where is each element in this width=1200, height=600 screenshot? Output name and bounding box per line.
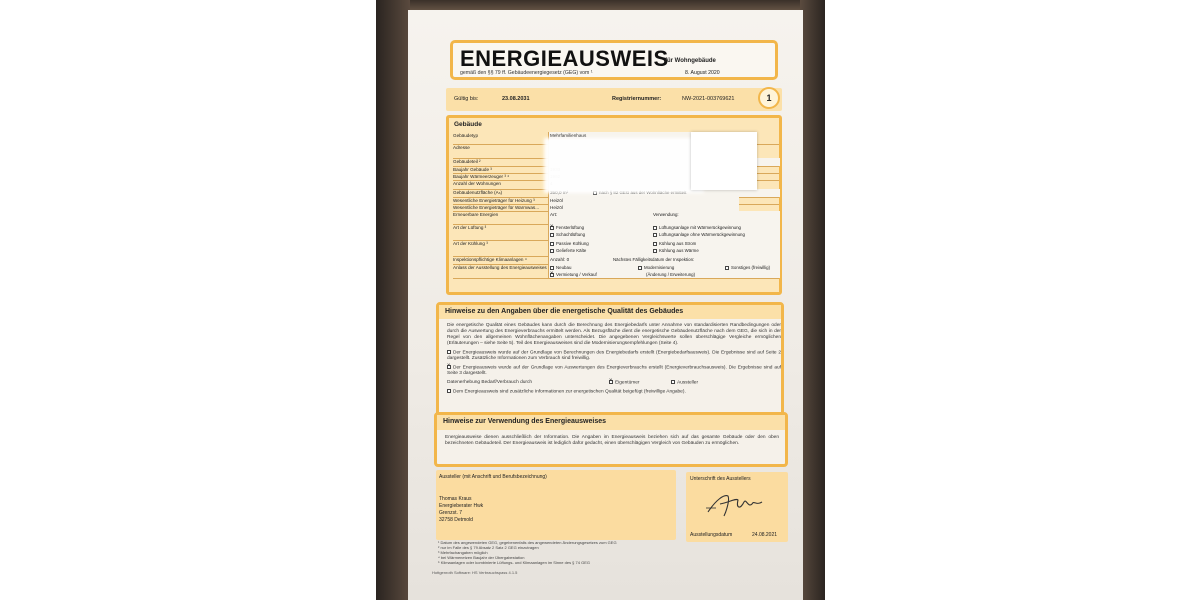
row-value: Art: — [550, 212, 558, 217]
ventilation-window-label: Fensterlüftung — [556, 225, 585, 230]
checkbox[interactable] — [550, 242, 554, 246]
ventilation-without-recovery — [653, 232, 745, 238]
footnote: ² nur im Falle des § 79 Absatz 2 Satz 2 GEG einzutragen — [438, 545, 539, 550]
checkbox[interactable] — [725, 266, 729, 270]
certificate-page — [408, 10, 803, 600]
building-row — [453, 264, 779, 279]
cooling-electric — [653, 241, 696, 247]
reason-modernisation-label: Modernisierung — [644, 265, 675, 270]
checkbox[interactable] — [550, 233, 554, 237]
row-label: Anlass der Ausstellung des Energieausweises — [453, 265, 547, 270]
row-label: Wesentliche Energieträger für Heizung ³ — [453, 198, 535, 203]
building-row — [453, 224, 779, 241]
row-value: Heizöl — [550, 198, 563, 203]
law-date: 8. August 2020 — [685, 70, 720, 76]
issuer-name: Thomas Kraus — [439, 496, 472, 502]
checkbox[interactable] — [653, 233, 657, 237]
validity-bar — [446, 88, 782, 111]
section-title: Hinweise zur Verwendung des Energieausweises — [437, 415, 785, 430]
row-label: Gebäudeteil ² — [453, 159, 481, 164]
checkbox[interactable] — [653, 226, 657, 230]
row-label: Baujahr Gebäude ³ — [453, 167, 492, 172]
usage-notes-section — [434, 412, 788, 467]
quality-notes-section — [436, 302, 784, 417]
row-label: Gebäudetyp — [453, 133, 479, 138]
ventilation-without-recovery-label: Lüftungsanlage ohne Wärmerückgewinnung — [659, 232, 745, 237]
background-right — [800, 0, 825, 600]
software-credit: Hottgenroth Software: HS Verbrauchspass 4.1.5 — [432, 570, 518, 575]
checkbox[interactable] — [653, 249, 657, 253]
additional-info: Dem Energieausweis sind zusätzliche Informationen zur energetischen Qualität beigefügt (freiwillige Angabe). — [447, 389, 781, 395]
reason-modernisation-note-label: (Änderung / Erweiterung) — [646, 272, 696, 277]
cooling-passive-label: Passive Kühlung — [556, 241, 589, 246]
redaction-photo-cover — [691, 132, 757, 190]
renewable-use-label: Verwendung: — [653, 212, 679, 217]
reason-new-label: Neubau — [556, 265, 572, 270]
reason-modernisation-note — [646, 272, 695, 278]
usage-text: Energieausweise dienen ausschließlich der Information. Die Angaben im Energieausweis beziehen sich auf das gesamte Gebäude oder den oben bezeichneten Gebäudeteil. Der Energieausweis ist lediglich dafür gedacht, einen überschlägigen Vergleich von Gebäuden zu ermöglichen. — [445, 435, 779, 446]
issuer-title: Energieberater Hwk — [439, 503, 484, 509]
signature-label: Unterschrift des Ausstellers — [690, 476, 751, 482]
checkbox[interactable] — [638, 266, 642, 270]
section-title: Gebäude — [454, 121, 482, 128]
title-suffix: für Wohngebäude — [665, 58, 716, 64]
valid-value: 23.08.2031 — [502, 96, 530, 102]
by-owner: × Eigentümer — [609, 380, 640, 386]
ventilation-with-recovery — [653, 225, 741, 231]
reason-rent-sale — [550, 272, 597, 278]
row-label: Baujahr Wärmeerzeuger ³ ⁴ — [453, 174, 510, 179]
row-label: Anzahl der Wohnungen — [453, 181, 501, 186]
title-box — [450, 40, 778, 80]
background-left — [376, 0, 410, 600]
issuer-city: 32758 Detmold — [439, 517, 473, 523]
inspection-due — [613, 257, 694, 263]
inspection-due-label: Nächstes Fälligkeitsdatum der Inspektion: — [613, 257, 695, 262]
row-label: Art der Kühlung ³ — [453, 241, 488, 246]
document-title: ENERGIEAUSWEIS — [460, 46, 669, 71]
value-cell — [548, 204, 739, 211]
cooling-heat-label: Kühlung aus Wärme — [659, 248, 699, 253]
legal-basis: gemäß den §§ 79 ff. Gebäudeenergiegesetz (GEG) vom ¹ — [460, 70, 593, 76]
issuer-street: Grenzst. 7 — [439, 510, 463, 516]
issuer-box — [436, 470, 676, 540]
building-row — [453, 240, 779, 257]
ventilation-shaft — [550, 232, 585, 238]
row-label: Adresse — [453, 145, 470, 150]
valid-label: Gültig bis: — [454, 96, 479, 102]
issue-date-label: Ausstellungsdatum — [690, 532, 733, 538]
reason-other-label: Sonstiges (freiwillig) — [731, 265, 771, 270]
footnote: ¹ Datum des angewendeten GEG, gegebenenfalls des angewendeten Änderungsgesetzes zum GEG — [438, 540, 617, 545]
checkbox-checked[interactable] — [609, 380, 613, 384]
footnote: ³ Mehrfachangaben möglich — [438, 550, 488, 555]
row-label: Gebäudenutzfläche (Aₙ) — [453, 190, 503, 195]
checkbox-checked[interactable] — [550, 226, 554, 230]
row-label: Erneuerbare Energien — [453, 212, 499, 217]
checkbox[interactable] — [671, 380, 675, 384]
reason-modernisation — [638, 265, 674, 271]
signature-box — [686, 472, 788, 542]
page-number: 1 — [758, 87, 780, 109]
redaction-blur — [544, 138, 704, 193]
reason-other — [725, 265, 770, 271]
row-value: Anzahl: 0 — [550, 257, 570, 262]
checkbox[interactable] — [653, 242, 657, 246]
cooling-delivered-label: Gelieferte Kälte — [556, 248, 587, 253]
checkbox-checked[interactable] — [550, 273, 554, 277]
ventilation-with-recovery-label: Lüftungsanlage mit Wärmerückgewinnung — [659, 225, 742, 230]
row-label: Wesentliche Energieträger für Warmwas... — [453, 205, 540, 210]
registration-label: Registriernummer: — [612, 96, 662, 102]
section-title: Hinweise zu den Angaben über die energetische Qualität des Gebäudes — [439, 305, 781, 319]
building-row — [453, 211, 779, 225]
registration-number: NW-2021-003769621 — [682, 96, 735, 102]
by-issuer: Aussteller — [671, 380, 698, 386]
checkbox[interactable] — [447, 389, 451, 393]
quality-intro: Die energetische Qualität eines Gebäudes kann durch die Berechnung des Energiebedarfs unter Annahme von standardisierten Randbedingungen oder durch die Auswertung des Energieverbrauchs ermittelt werden. Als Bezugsfläche dient die energetische Gebäudenutzfläche nach dem GEG, die sich in der Regel von den allgemeinen Wohnflächenangaben unterscheidet. Die angegebenen Vergleichswerte sollen überschlägige Vergleiche ermöglichen (Erläuterungen – siehe Seite 5). Teil des Energieausweises sind die Modernisierungsempfehlungen (Seite 4). — [447, 323, 781, 346]
data-collection: Datenerhebung Bedarf/Verbrauch durch — [447, 380, 533, 385]
checkbox[interactable] — [447, 350, 451, 354]
cooling-passive — [550, 241, 589, 247]
row-label: Inspektionspflichtige Klimaanlagen ⁴ — [453, 257, 527, 262]
row-value: Mehrfamilienhaus — [550, 133, 587, 138]
reason-rent-sale-label: Vermietung / Verkauf — [556, 272, 597, 277]
cooling-electric-label: Kühlung aus Strom — [659, 241, 697, 246]
checkbox-checked[interactable] — [447, 365, 451, 369]
value-cell — [548, 197, 739, 204]
row-value: Heizöl — [550, 205, 563, 210]
checkbox[interactable] — [550, 249, 554, 253]
issuer-label: Aussteller (mit Anschrift und Berufsbezeichnung) — [439, 474, 547, 480]
option-demand: Der Energieausweis wurde auf der Grundlage von Berechnungen des Energiebedarfs erstellt (Energiebedarfsausweis). Die Ergebnisse sind auf Seite 2 dargestellt. Zusätzliche Informationen zum Verbrauch sind freiwillig. — [447, 350, 781, 362]
row-label: Art der Lüftung ³ — [453, 225, 487, 230]
cooling-delivered — [550, 248, 586, 254]
footnote: ⁵ Klimaanlagen oder kombinierte Lüftungs- und Klimaanlagen im Sinne des § 74 GEG — [438, 560, 590, 565]
handwritten-signature — [706, 486, 766, 520]
issue-date: 24.08.2021 — [752, 532, 778, 538]
ventilation-shaft-label: Schachtlüftung — [556, 232, 586, 237]
footnote: ⁴ bei Wärmenetzen Baujahr der Übergabestation — [438, 555, 525, 560]
option-consumption: ×Der Energieausweis wurde auf der Grundlage von Auswertungen des Energieverbrauchs erstellt (Energieverbrauchsausweis). Die Ergebnisse sind auf Seite 3 dargestellt. — [447, 365, 781, 377]
cooling-heat — [653, 248, 699, 254]
ventilation-window — [550, 225, 584, 231]
renewable-use — [653, 212, 679, 218]
checkbox[interactable] — [550, 266, 554, 270]
